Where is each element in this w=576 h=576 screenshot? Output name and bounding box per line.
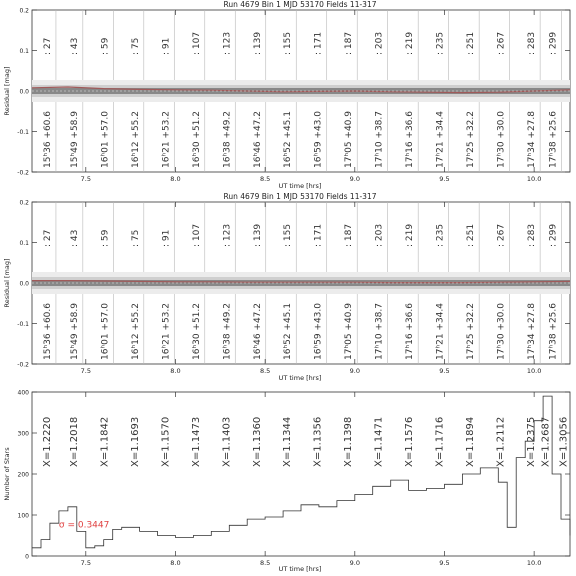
time-label: 17ʰ16 +36.6 <box>405 303 416 360</box>
field-label: : 251 <box>466 31 477 55</box>
x-tick-label: 10.0 <box>526 175 542 183</box>
field-label: : 155 <box>283 223 294 247</box>
field-label: : 299 <box>548 31 559 55</box>
field-label: : 123 <box>222 31 233 55</box>
airmass-label: X=1.1894 <box>465 416 477 467</box>
field-label: : 283 <box>527 31 538 55</box>
airmass-label: X=1.2220 <box>41 416 53 467</box>
airmass-label: X=1.2112 <box>495 416 507 467</box>
time-label: 16ʰ01 +57.0 <box>100 111 111 168</box>
field-label: : 123 <box>222 223 233 247</box>
time-label: 17ʰ34 +27.8 <box>527 303 538 360</box>
field-label: : 91 <box>161 37 172 55</box>
y-axis-label: Number of Stars <box>3 447 11 501</box>
x-tick-label: 7.5 <box>80 367 91 375</box>
field-label: : 171 <box>313 31 324 55</box>
time-label: 17ʰ10 +38.7 <box>374 111 385 168</box>
time-label: 16ʰ21 +53.2 <box>161 303 172 360</box>
star-count-panel <box>3 390 570 574</box>
y-tick-label: 100 <box>17 512 29 520</box>
x-tick-label: 8.5 <box>259 367 271 375</box>
y-tick-label: 0.2 <box>19 199 29 207</box>
field-label: : 187 <box>344 223 355 247</box>
x-tick-label: 9.0 <box>349 175 360 183</box>
time-label: 16ʰ52 +45.1 <box>283 303 294 360</box>
field-label: : 75 <box>130 37 141 55</box>
x-tick-label: 7.5 <box>80 559 91 567</box>
time-label: 17ʰ34 +27.8 <box>527 111 538 168</box>
y-tick-label: 0.2 <box>19 7 29 15</box>
field-label: : 139 <box>252 31 263 55</box>
time-label: 16ʰ12 +55.2 <box>130 303 141 360</box>
x-tick-label: 10.0 <box>526 367 542 375</box>
y-axis-label: Residual [mag] <box>3 258 11 308</box>
airmass-label: X=1.1360 <box>251 416 263 467</box>
field-label: : 91 <box>161 229 172 247</box>
y-tick-label: 0.0 <box>19 88 29 96</box>
field-label: : 75 <box>130 229 141 247</box>
airmass-label: X=1.1344 <box>282 416 294 467</box>
chart-title: Run 4679 Bin 1 MJD 53170 Fields 11-317 <box>223 192 377 201</box>
time-label: 17ʰ25 +32.2 <box>466 111 477 168</box>
time-label: 17ʰ05 +40.9 <box>344 303 355 360</box>
time-label: 17ʰ16 +36.6 <box>405 111 416 168</box>
x-tick-label: 7.5 <box>80 175 91 183</box>
field-label: : 203 <box>374 223 385 247</box>
field-label: : 27 <box>42 37 53 55</box>
time-label: 16ʰ38 +49.2 <box>222 111 233 168</box>
time-label: 15ʰ49 +58.9 <box>69 303 80 360</box>
x-tick-label: 9.5 <box>439 559 450 567</box>
field-label: : 107 <box>191 31 202 55</box>
x-tick-label: 9.0 <box>349 559 360 567</box>
x-tick-label: 9.0 <box>349 367 360 375</box>
field-label: : 43 <box>69 229 80 247</box>
time-label: 16ʰ21 +53.2 <box>161 111 172 168</box>
airmass-label: X=1.1576 <box>404 416 416 467</box>
field-label: : 267 <box>496 31 507 55</box>
airmass-label: X=1.2687 <box>540 416 552 467</box>
airmass-label: X=1.1716 <box>434 416 446 467</box>
residual-panel-middle <box>3 192 570 382</box>
x-tick-label: 8.5 <box>259 175 271 183</box>
field-label: : 59 <box>100 229 111 247</box>
x-tick-label: 8.5 <box>259 559 271 567</box>
field-label: : 251 <box>466 223 477 247</box>
airmass-label: X=1.2018 <box>68 416 80 467</box>
airmass-label: X=1.1471 <box>373 416 385 467</box>
y-tick-label: 300 <box>17 430 29 438</box>
time-label: 16ʰ38 +49.2 <box>222 303 233 360</box>
field-label: : 155 <box>283 31 294 55</box>
airmass-label: X=1.1398 <box>343 416 355 467</box>
field-label: : 219 <box>405 223 416 247</box>
field-label: : 203 <box>374 31 385 55</box>
airmass-label: X=1.1473 <box>190 416 202 467</box>
time-label: 17ʰ25 +32.2 <box>466 303 477 360</box>
field-label: : 27 <box>42 229 53 247</box>
field-label: : 107 <box>191 223 202 247</box>
time-label: 16ʰ59 +43.0 <box>313 111 324 168</box>
x-tick-label: 10.0 <box>526 559 542 567</box>
y-tick-label: 0.1 <box>19 240 29 247</box>
time-label: 17ʰ21 +34.4 <box>435 303 446 360</box>
x-axis-label: UT time [hrs] <box>278 374 322 382</box>
time-label: 17ʰ05 +40.9 <box>344 111 355 168</box>
field-label: : 283 <box>527 223 538 247</box>
time-label: 15ʰ36 +60.6 <box>42 111 53 168</box>
chart-title: Run 4679 Bin 1 MJD 53170 Fields 11-317 <box>223 0 377 9</box>
field-label: : 267 <box>496 223 507 247</box>
time-label: 16ʰ46 +47.2 <box>252 111 263 168</box>
field-label: : 235 <box>435 223 446 247</box>
field-label: : 187 <box>344 31 355 55</box>
y-tick-label: -0.2 <box>17 169 29 177</box>
airmass-label: X=1.1570 <box>160 416 172 467</box>
time-label: 16ʰ12 +55.2 <box>130 111 141 168</box>
y-tick-label: 0.0 <box>19 280 29 288</box>
field-label: : 43 <box>69 37 80 55</box>
time-label: 16ʰ52 +45.1 <box>283 111 294 168</box>
time-label: 16ʰ30 +51.2 <box>191 111 202 168</box>
field-label: : 59 <box>100 37 111 55</box>
time-label: 17ʰ30 +30.0 <box>496 111 507 168</box>
airmass-label: X=1.2375 <box>526 416 538 467</box>
residual-panel-top <box>3 0 570 190</box>
airmass-label: X=1.1403 <box>221 416 233 467</box>
sigma-annotation: σ = 0.3447 <box>58 520 110 531</box>
time-label: 15ʰ36 +60.6 <box>42 303 53 360</box>
field-label: : 299 <box>548 223 559 247</box>
y-tick-label: -0.1 <box>17 129 29 136</box>
x-tick-label: 9.5 <box>439 175 450 183</box>
x-tick-label: 9.5 <box>439 367 450 375</box>
airmass-label: X=1.1842 <box>99 416 111 467</box>
x-axis-label: UT time [hrs] <box>278 182 322 190</box>
time-label: 15ʰ49 +58.9 <box>69 111 80 168</box>
time-label: 17ʰ30 +30.0 <box>496 303 507 360</box>
time-label: 17ʰ10 +38.7 <box>374 303 385 360</box>
time-label: 16ʰ01 +57.0 <box>100 303 111 360</box>
y-tick-label: 200 <box>17 471 29 479</box>
y-tick-label: 400 <box>17 389 29 397</box>
time-label: 16ʰ46 +47.2 <box>252 303 263 360</box>
field-label: : 235 <box>435 31 446 55</box>
x-axis-label: UT time [hrs] <box>278 565 322 573</box>
time-label: 16ʰ59 +43.0 <box>313 303 324 360</box>
x-tick-label: 8.0 <box>170 559 181 567</box>
y-axis-label: Residual [mag] <box>3 66 11 116</box>
y-tick-label: 0.1 <box>19 48 29 55</box>
airmass-label: X=1.3056 <box>558 416 570 467</box>
y-tick-label: 0 <box>25 553 29 561</box>
time-label: 17ʰ38 +25.6 <box>548 111 559 168</box>
y-tick-label: -0.1 <box>17 321 29 328</box>
x-tick-label: 8.0 <box>170 367 181 375</box>
field-label: : 171 <box>313 223 324 247</box>
time-label: 17ʰ38 +25.6 <box>548 303 559 360</box>
airmass-label: X=1.1356 <box>312 416 324 467</box>
time-label: 17ʰ21 +34.4 <box>435 111 446 168</box>
field-label: : 139 <box>252 223 263 247</box>
y-tick-label: -0.2 <box>17 361 29 369</box>
airmass-label: X=1.1693 <box>129 416 141 467</box>
x-tick-label: 8.0 <box>170 175 181 183</box>
time-label: 16ʰ30 +51.2 <box>191 303 202 360</box>
field-label: : 219 <box>405 31 416 55</box>
